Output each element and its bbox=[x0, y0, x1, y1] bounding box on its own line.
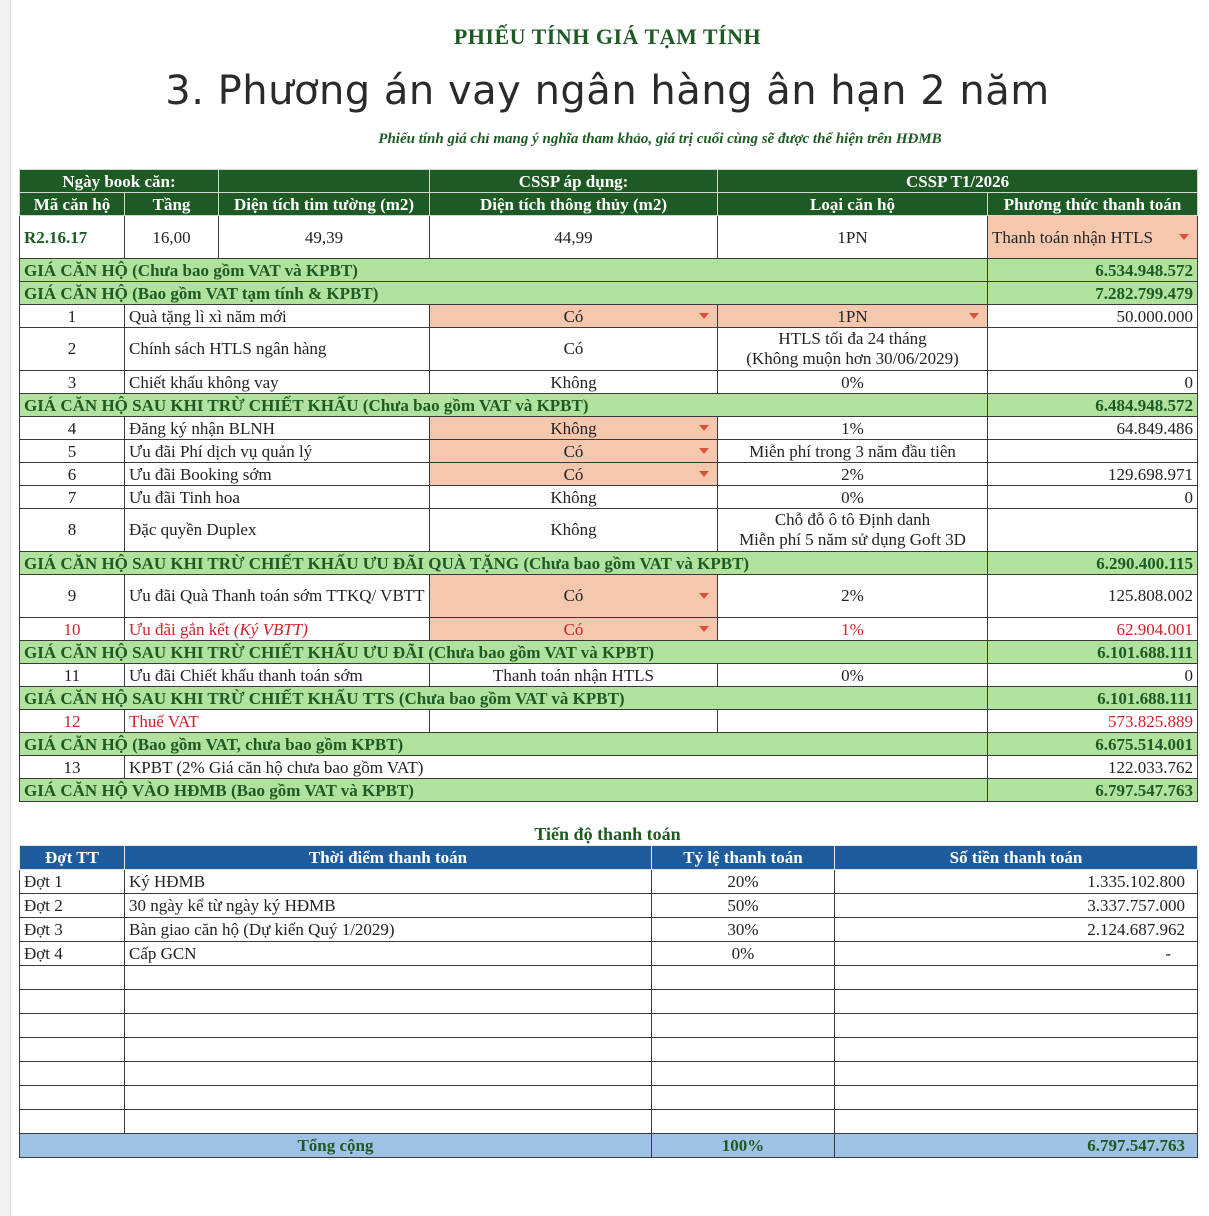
unit-row bbox=[20, 216, 1198, 259]
item-amount: 125.808.002 bbox=[988, 575, 1198, 618]
item-amount bbox=[988, 509, 1198, 552]
item-no: 9 bbox=[20, 575, 125, 618]
col-header-floor: Tầng bbox=[125, 193, 219, 216]
item-rate: 1% bbox=[718, 618, 988, 641]
dropdown-arrow-icon[interactable] bbox=[699, 425, 709, 431]
item-no: 12 bbox=[20, 710, 125, 733]
item-option-value: Không bbox=[550, 418, 597, 438]
item-amount bbox=[988, 328, 1198, 371]
dropdown-arrow-icon[interactable] bbox=[699, 593, 709, 599]
schedule-row bbox=[20, 870, 1198, 894]
summary-row-final bbox=[20, 779, 1198, 802]
summary-value: 6.101.688.111 bbox=[988, 687, 1198, 710]
item-option-dropdown[interactable] bbox=[430, 575, 718, 618]
item-option-dropdown[interactable] bbox=[430, 463, 718, 486]
summary-label: GIÁ CĂN HỘ SAU KHI TRỪ CHIẾT KHẤU ƯU ĐÃI QUÀ TẶNG (Chưa bao gồm VAT và KPBT) bbox=[20, 552, 988, 575]
summary-label: GIÁ CĂN HỘ (Chưa bao gồm VAT và KPBT) bbox=[20, 259, 988, 282]
item-no: 13 bbox=[20, 756, 125, 779]
item-option: Không bbox=[430, 486, 718, 509]
item-name bbox=[125, 618, 430, 641]
item-rate: 0% bbox=[718, 664, 988, 687]
total-rate: 100% bbox=[652, 1134, 835, 1158]
item-option-value: Có bbox=[563, 619, 584, 639]
item-name: Ưu đãi Phí dịch vụ quản lý bbox=[125, 440, 430, 463]
item-name: Ưu đãi Booking sớm bbox=[125, 463, 430, 486]
amount: - bbox=[835, 942, 1198, 966]
schedule-empty-row bbox=[20, 1110, 1198, 1134]
summary-row-after-promo bbox=[20, 641, 1198, 664]
item-no: 11 bbox=[20, 664, 125, 687]
col-header-amount: Số tiền thanh toán bbox=[835, 846, 1198, 870]
col-header-area-wall: Diện tích tim tường (m2) bbox=[219, 193, 430, 216]
item-row-2 bbox=[20, 328, 1198, 371]
item-rate: 2% bbox=[718, 463, 988, 486]
item-no: 2 bbox=[20, 328, 125, 371]
payment-method-dropdown[interactable] bbox=[988, 216, 1198, 259]
item-row-7 bbox=[20, 486, 1198, 509]
item-rate-line-1: HTLS tối đa 24 tháng bbox=[778, 329, 927, 348]
summary-value: 6.534.948.572 bbox=[988, 259, 1198, 282]
item-option-dropdown[interactable] bbox=[430, 440, 718, 463]
item-name: Quà tặng lì xì năm mới bbox=[125, 305, 430, 328]
item-rate-value: 1PN bbox=[837, 306, 868, 326]
booking-row bbox=[20, 170, 1198, 193]
summary-label: GIÁ CĂN HỘ VÀO HĐMB (Bao gồm VAT và KPBT) bbox=[20, 779, 988, 802]
item-name: Chiết khấu không vay bbox=[125, 371, 430, 394]
item-amount: 0 bbox=[988, 486, 1198, 509]
col-header-type: Loại căn hộ bbox=[718, 193, 988, 216]
col-header-time: Thời điểm thanh toán bbox=[125, 846, 652, 870]
schedule-empty-row bbox=[20, 1062, 1198, 1086]
schedule-row bbox=[20, 942, 1198, 966]
summary-row-after-discount bbox=[20, 394, 1198, 417]
page-title: PHIẾU TÍNH GIÁ TẠM TÍNH bbox=[453, 24, 762, 49]
item-rate-line-1: Chỗ đỗ ô tô Định danh bbox=[774, 510, 931, 529]
total-label: Tổng cộng bbox=[20, 1134, 652, 1158]
col-header-payment: Phương thức thanh toán bbox=[988, 193, 1198, 216]
amount: 3.337.757.000 bbox=[835, 894, 1198, 918]
summary-row-base-incl bbox=[20, 282, 1198, 305]
item-no: 5 bbox=[20, 440, 125, 463]
schedule-empty-row bbox=[20, 990, 1198, 1014]
summary-value: 6.797.547.763 bbox=[988, 779, 1198, 802]
item-row-11 bbox=[20, 664, 1198, 687]
schedule-title: Tiến độ thanh toán bbox=[534, 824, 681, 844]
summary-label: GIÁ CĂN HỘ SAU KHI TRỪ CHIẾT KHẤU TTS (Chưa bao gồm VAT và KPBT) bbox=[20, 687, 988, 710]
rate: 0% bbox=[652, 942, 835, 966]
col-header-rate: Tỷ lệ thanh toán bbox=[652, 846, 835, 870]
summary-row-after-tts bbox=[20, 687, 1198, 710]
item-option-dropdown[interactable] bbox=[430, 417, 718, 440]
item-no: 8 bbox=[20, 509, 125, 552]
unit-area-net: 44,99 bbox=[430, 216, 718, 259]
item-rate: 0% bbox=[718, 371, 988, 394]
unit-area-wall: 49,39 bbox=[219, 216, 430, 259]
sheet-row-gutter bbox=[0, 0, 11, 1216]
item-row-6 bbox=[20, 463, 1198, 486]
time: Ký HĐMB bbox=[125, 870, 652, 894]
summary-value: 6.101.688.111 bbox=[988, 641, 1198, 664]
col-header-phase: Đợt TT bbox=[20, 846, 125, 870]
unit-floor: 16,00 bbox=[125, 216, 219, 259]
item-name-text: Ưu đãi gắn kết bbox=[129, 619, 234, 639]
item-rate-dropdown[interactable] bbox=[718, 305, 988, 328]
schedule-header-row bbox=[20, 846, 1198, 870]
item-option-value: Có bbox=[563, 306, 584, 326]
item-rate: 0% bbox=[718, 486, 988, 509]
item-name: KPBT (2% Giá căn hộ chưa bao gồm VAT) bbox=[125, 756, 988, 779]
time: 30 ngày kể từ ngày ký HĐMB bbox=[125, 894, 652, 918]
schedule-empty-row bbox=[20, 966, 1198, 990]
item-row-1 bbox=[20, 305, 1198, 328]
item-row-8 bbox=[20, 509, 1198, 552]
unit-code: R2.16.17 bbox=[20, 216, 125, 259]
item-amount bbox=[988, 440, 1198, 463]
schedule-empty-row bbox=[20, 1038, 1198, 1062]
rate: 20% bbox=[652, 870, 835, 894]
item-name: Ưu đãi Quà Thanh toán sớm TTKQ/ VBTT bbox=[125, 575, 430, 618]
item-option: Có bbox=[430, 328, 718, 371]
dropdown-arrow-icon[interactable] bbox=[699, 448, 709, 454]
item-row-12 bbox=[20, 710, 1198, 733]
item-option-dropdown[interactable] bbox=[430, 305, 718, 328]
item-name: Chính sách HTLS ngân hàng bbox=[125, 328, 430, 371]
phase: Đợt 1 bbox=[20, 870, 125, 894]
item-name: Thuế VAT bbox=[125, 710, 430, 733]
time: Cấp GCN bbox=[125, 942, 652, 966]
schedule-row bbox=[20, 918, 1198, 942]
amount: 1.335.102.800 bbox=[835, 870, 1198, 894]
item-row-10 bbox=[20, 618, 1198, 641]
time: Bàn giao căn hộ (Dự kiến Quý 1/2029) bbox=[125, 918, 652, 942]
item-rate: 1% bbox=[718, 417, 988, 440]
phase: Đợt 4 bbox=[20, 942, 125, 966]
item-amount: 62.904.001 bbox=[988, 618, 1198, 641]
item-option: Không bbox=[430, 371, 718, 394]
schedule-empty-row bbox=[20, 1014, 1198, 1038]
summary-row-after-gift bbox=[20, 552, 1198, 575]
dropdown-arrow-icon[interactable] bbox=[969, 313, 979, 319]
item-amount: 64.849.486 bbox=[988, 417, 1198, 440]
item-empty-cell bbox=[430, 710, 718, 733]
col-header-code: Mã căn hộ bbox=[20, 193, 125, 216]
item-rate-line-2: Miễn phí 5 năm sử dụng Goft 3D bbox=[739, 530, 966, 549]
item-rate-line-2: (Không muộn hơn 30/06/2029) bbox=[746, 349, 959, 368]
item-amount: 0 bbox=[988, 664, 1198, 687]
summary-label: GIÁ CĂN HỘ SAU KHI TRỪ CHIẾT KHẤU ƯU ĐÃI (Chưa bao gồm VAT và KPBT) bbox=[20, 641, 988, 664]
schedule-empty-row bbox=[20, 1086, 1198, 1110]
rate: 50% bbox=[652, 894, 835, 918]
item-empty-cell bbox=[718, 710, 988, 733]
item-amount: 0 bbox=[988, 371, 1198, 394]
item-option-value: Có bbox=[563, 464, 584, 484]
item-amount: 573.825.889 bbox=[988, 710, 1198, 733]
cssp-value: CSSP T1/2026 bbox=[718, 170, 1198, 193]
item-name: Đặc quyền Duplex bbox=[125, 509, 430, 552]
item-rate bbox=[718, 328, 988, 371]
item-name: Ưu đãi Chiết khấu thanh toán sớm bbox=[125, 664, 430, 687]
item-option-value: Có bbox=[563, 586, 584, 605]
dropdown-arrow-icon[interactable] bbox=[699, 313, 709, 319]
rate: 30% bbox=[652, 918, 835, 942]
item-row-9 bbox=[20, 575, 1198, 618]
schedule-total-row bbox=[20, 1134, 1198, 1158]
item-no: 1 bbox=[20, 305, 125, 328]
unit-column-headers bbox=[20, 193, 1198, 216]
col-header-area-net: Diện tích thông thủy (m2) bbox=[430, 193, 718, 216]
item-row-13 bbox=[20, 756, 1198, 779]
phase: Đợt 2 bbox=[20, 894, 125, 918]
dropdown-arrow-icon[interactable] bbox=[699, 626, 709, 632]
schedule-row bbox=[20, 894, 1198, 918]
cssp-label: CSSP áp dụng: bbox=[430, 170, 718, 193]
item-name-italic: (Ký VBTT) bbox=[233, 619, 308, 639]
payment-schedule-table bbox=[19, 845, 1198, 1158]
item-rate: 2% bbox=[718, 575, 988, 618]
summary-value: 7.282.799.479 bbox=[988, 282, 1198, 305]
summary-label: GIÁ CĂN HỘ (Bao gồm VAT, chưa bao gồm KPBT) bbox=[20, 733, 988, 756]
item-option-value: Có bbox=[563, 441, 584, 461]
summary-label: GIÁ CĂN HỘ (Bao gồm VAT tạm tính & KPBT) bbox=[20, 282, 988, 305]
dropdown-arrow-icon[interactable] bbox=[699, 471, 709, 477]
total-amount: 6.797.547.763 bbox=[835, 1134, 1198, 1158]
item-amount: 122.033.762 bbox=[988, 756, 1198, 779]
summary-label: GIÁ CĂN HỘ SAU KHI TRỪ CHIẾT KHẤU (Chưa bao gồm VAT và KPBT) bbox=[20, 394, 988, 417]
price-table bbox=[19, 169, 1198, 802]
item-no: 7 bbox=[20, 486, 125, 509]
summary-row-incl-vat bbox=[20, 733, 1198, 756]
booking-date-value[interactable] bbox=[219, 170, 430, 193]
summary-row-base-excl bbox=[20, 259, 1198, 282]
item-row-3 bbox=[20, 371, 1198, 394]
item-rate bbox=[718, 509, 988, 552]
disclaimer-note: Phiếu tính giá chỉ mang ý nghĩa tham khảo, giá trị cuối cùng sẽ được thể hiện trên HĐMB bbox=[378, 131, 942, 147]
payment-method-value: Thanh toán nhận HTLS bbox=[992, 227, 1154, 247]
item-amount: 50.000.000 bbox=[988, 305, 1198, 328]
summary-value: 6.675.514.001 bbox=[988, 733, 1198, 756]
item-option-dropdown[interactable] bbox=[430, 618, 718, 641]
summary-value: 6.290.400.115 bbox=[988, 552, 1198, 575]
item-no: 4 bbox=[20, 417, 125, 440]
item-rate: Miễn phí trong 3 năm đầu tiên bbox=[718, 440, 988, 463]
phase: Đợt 3 bbox=[20, 918, 125, 942]
dropdown-arrow-icon[interactable] bbox=[1179, 234, 1189, 240]
item-name: Đăng ký nhận BLNH bbox=[125, 417, 430, 440]
item-no: 6 bbox=[20, 463, 125, 486]
item-no: 10 bbox=[20, 618, 125, 641]
item-no: 3 bbox=[20, 371, 125, 394]
amount: 2.124.687.962 bbox=[835, 918, 1198, 942]
item-row-4 bbox=[20, 417, 1198, 440]
item-option: Không bbox=[430, 509, 718, 552]
booking-date-label: Ngày book căn: bbox=[20, 170, 219, 193]
item-option: Thanh toán nhận HTLS bbox=[430, 664, 718, 687]
item-name: Ưu đãi Tinh hoa bbox=[125, 486, 430, 509]
unit-type: 1PN bbox=[718, 216, 988, 259]
summary-value: 6.484.948.572 bbox=[988, 394, 1198, 417]
item-row-5 bbox=[20, 440, 1198, 463]
item-amount: 129.698.971 bbox=[988, 463, 1198, 486]
page-subtitle: 3. Phương án vay ngân hàng ân hạn 2 năm bbox=[165, 68, 1050, 114]
